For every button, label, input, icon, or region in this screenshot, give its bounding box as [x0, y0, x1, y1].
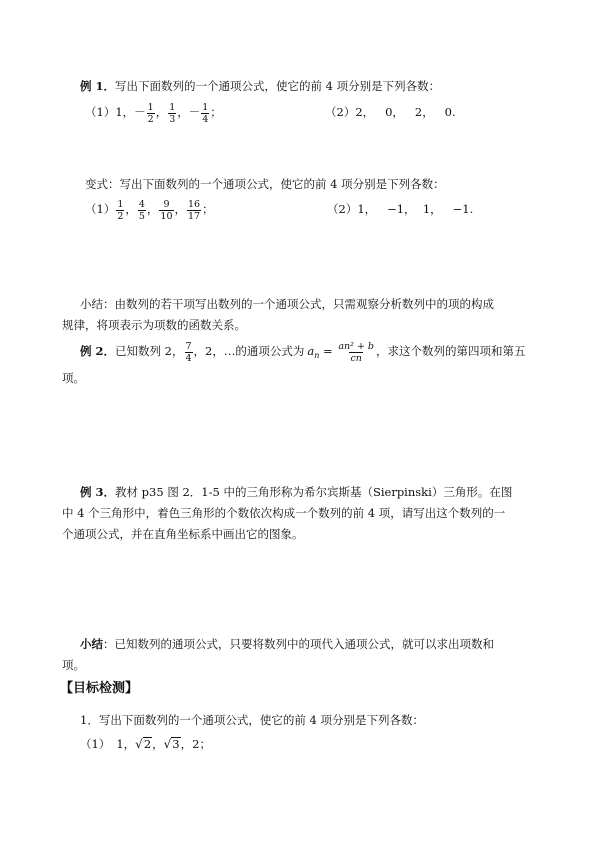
question-1-text: 1．写出下面数列的一个通项公式，使它的前 4 项分别是下列各数：	[80, 713, 424, 727]
example-1-heading	[80, 78, 440, 94]
separator: ，	[155, 105, 168, 119]
sign: －	[188, 105, 201, 119]
text: ：已知数列的通项公式，只要将数列中的项代入通项公式，就可以求出项数和	[103, 637, 494, 651]
part-label: （1）	[80, 737, 111, 751]
summary-2-label: 小结	[80, 637, 103, 651]
fraction: $\frac{1}{4}$	[202, 101, 209, 125]
part-label: （1）	[85, 105, 116, 119]
question-1-part-1	[80, 734, 211, 754]
example-2-label: 例 2．	[80, 344, 116, 358]
summary-1-line-2: 规律，将项表示为项数的函数关系。	[62, 318, 246, 332]
terminator: ；	[199, 737, 211, 751]
example-1-label: 例 1．	[80, 79, 116, 93]
fraction: $\frac{1}{2}$	[147, 101, 154, 125]
summary-2-line-2: 项。	[62, 658, 85, 672]
example-1-part-1	[85, 100, 222, 124]
terminator: ；	[202, 202, 214, 216]
separator: ，	[146, 202, 159, 216]
example-2-line-2: 项。	[62, 371, 85, 385]
separator: ，	[152, 737, 164, 751]
term: 2	[192, 737, 200, 751]
variant-part-2: （2）1， −1， 1， −1.	[327, 202, 474, 216]
fraction: $\frac{7}{4}$	[185, 340, 192, 364]
sign: －	[134, 105, 146, 119]
term: 1，	[115, 105, 135, 119]
summary-1-line-1: 小结：由数列的若干项写出数列的一个通项公式，只需观察分析数列中的项的构成	[80, 297, 494, 311]
fraction: $\frac{4}{5}$	[138, 198, 145, 222]
example-1-text: 写出下面数列的一个通项公式，使它的前 4 项分别是下列各数：	[115, 79, 441, 93]
fraction: $\frac{9}{10}$	[160, 198, 173, 222]
terminator: ；	[210, 105, 222, 119]
example-3-line-2: 中 4 个三角形中，着色三角形的个数依次构成一个数列的前 4 项，请写出这个数列的一	[62, 506, 506, 520]
fraction: $\frac{1}{2}$	[117, 198, 124, 222]
part-label: （1）	[85, 202, 116, 216]
text: ，2，…的通项公式为	[193, 344, 305, 358]
separator: ，	[125, 202, 137, 216]
separator: ，	[180, 737, 193, 751]
summary-2-line-1	[80, 636, 494, 652]
variant-part-1	[85, 196, 214, 222]
sqrt-term: √ 2	[135, 737, 152, 751]
example-2-line-1	[80, 336, 526, 366]
text: ，求这个数列的第四项和第五	[376, 344, 526, 358]
example-1-part-2: （2）2， 0， 2， 0.	[325, 105, 456, 119]
fraction: $\frac{16}{17}$	[188, 198, 201, 222]
separator: ，	[174, 202, 187, 216]
example-3-line-3: 个通项公式，并在直角坐标系中画出它的图象。	[62, 527, 304, 541]
term: 1，	[116, 737, 136, 751]
fraction: $\frac{1}{3}$	[169, 101, 176, 125]
section-title: 【目标检测】	[60, 681, 139, 696]
formula: $a_n$ = $\frac{\text{an² + b}}{cn}$	[307, 340, 375, 364]
sqrt-term: √ 3	[163, 737, 180, 751]
example-3-label: 例 3．	[80, 485, 116, 499]
variant-heading: 变式：写出下面数列的一个通项公式，使它的前 4 项分别是下列各数：	[85, 177, 445, 191]
example-3-line-1	[80, 484, 512, 500]
separator: ，	[177, 105, 189, 119]
text: 已知数列 2，	[115, 344, 184, 358]
text: 教材 p35 图 2．1-5 中的三角形称为希尔宾斯基（Sierpinski）三角形。在图	[115, 485, 513, 499]
